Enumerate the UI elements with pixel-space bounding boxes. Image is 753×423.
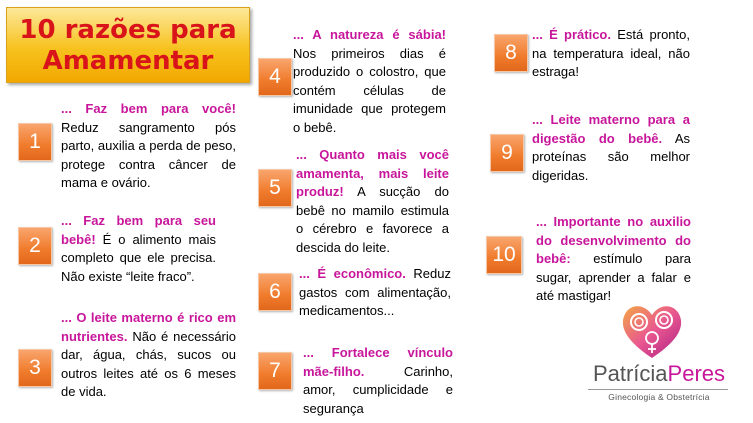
reason-4-highlight: ... A natureza é sábia!	[293, 27, 446, 42]
reason-5-highlight: ... Quanto mais você amamenta, mais leite produz!	[296, 147, 449, 199]
reason-4-text: Nos primeiros dias é produzido o colostro, que contém células de imunidade que protegem o bebê.	[293, 45, 446, 135]
reason-2	[61, 212, 216, 286]
number-badge-3: 3	[18, 349, 52, 387]
reason-7	[303, 344, 453, 418]
reason-4	[293, 26, 446, 137]
brand-tagline: Ginecologia & Obstetrícia	[608, 392, 710, 402]
reason-10-highlight: ... Importante no auxilio do desenvolvimento do bebê:	[536, 214, 691, 266]
brand-name-last: Peres	[667, 361, 726, 386]
number-badge-5: 5	[258, 169, 292, 207]
number-badge-9: 9	[490, 134, 524, 172]
brand-name-first: Patrícia	[592, 361, 668, 386]
reason-5-text: A sucção do bebê no mamilo estimula o cérebro e favorece a descida do leite.	[296, 184, 449, 255]
reason-2-highlight: ... Faz bem para seu bebê!	[61, 213, 216, 247]
number-badge-8: 8	[494, 34, 528, 72]
number-badge-6: 6	[258, 273, 292, 311]
reason-6-highlight: ... É econômico.	[299, 266, 406, 281]
brand-divider	[588, 389, 728, 390]
number-badge-7: 7	[258, 352, 292, 390]
reason-10-text: estímulo para sugar, aprender a falar e até mastigar!	[536, 251, 691, 303]
heart-spiral-icon	[617, 300, 687, 362]
reason-3	[61, 309, 236, 402]
reason-2-text: É o alimento mais completo que ele precisa. Não existe “leite fraco”.	[61, 231, 216, 284]
brand-name	[584, 362, 734, 386]
reason-7-text: Carinho, amor, cumplicidade e segurança	[303, 363, 453, 416]
reason-9-text: As proteínas são melhor digeridas.	[532, 130, 690, 183]
title-banner	[6, 7, 250, 83]
title-line-2: Amamentar	[42, 46, 214, 76]
reason-8-text: Está pronto, na temperatura ideal, não estraga!	[532, 27, 690, 79]
reason-1-text: Reduz sangramento pós parto, auxilia a perda de peso, protege contra câncer de mama e ovário.	[61, 119, 236, 190]
reason-6	[299, 265, 451, 321]
reason-1	[61, 100, 236, 193]
reason-3-highlight: ... O leite materno é rico em nutrientes.	[61, 310, 236, 344]
reason-9-highlight: ... Leite materno para a digestão do bebê.	[532, 112, 690, 146]
reason-8	[532, 26, 690, 82]
reason-6-text: Reduz gastos com alimentação, medicamentos...	[299, 266, 451, 318]
brand-logo	[584, 300, 734, 410]
title-line-1: 10 razões para	[19, 15, 237, 45]
number-badge-10: 10	[486, 236, 522, 274]
reason-3-text: Não é necessário dar, água, chás, sucos ou outros leites até os 6 meses de vida.	[61, 328, 236, 399]
reason-7-highlight: ... Fortalece vínculo mãe-filho.	[303, 345, 453, 379]
reason-8-highlight: ... É prático.	[532, 27, 611, 42]
reason-10	[536, 213, 691, 306]
reason-1-highlight: ... Faz bem para você!	[61, 101, 236, 116]
number-badge-2: 2	[18, 227, 52, 265]
number-badge-4: 4	[258, 58, 292, 96]
reason-5	[296, 146, 449, 257]
reason-9	[532, 111, 690, 185]
number-badge-1: 1	[18, 123, 52, 161]
